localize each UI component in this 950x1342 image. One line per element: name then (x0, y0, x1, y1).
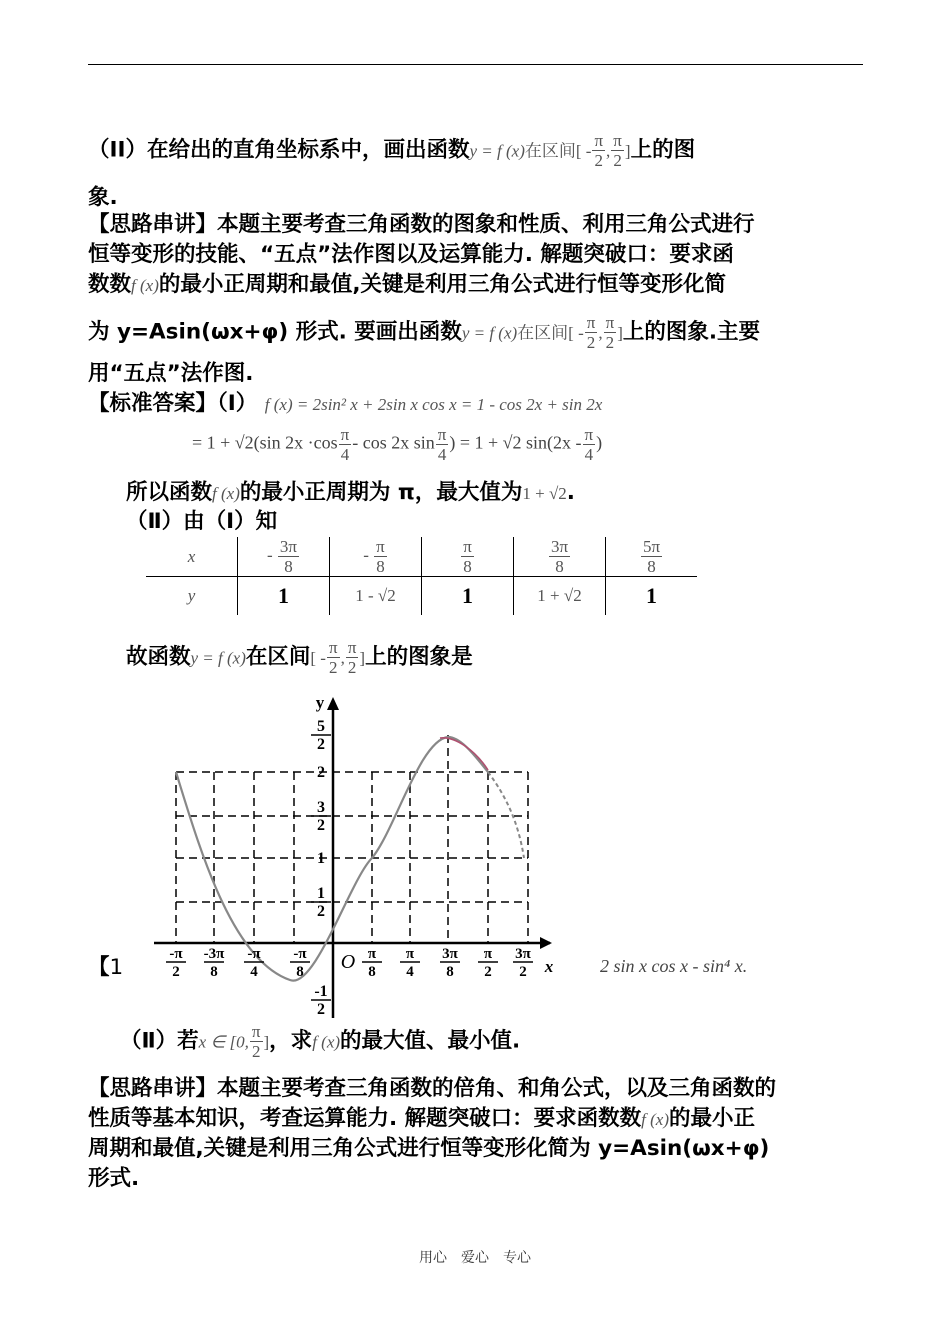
x-axis-arrow (540, 937, 552, 949)
fraction: $\frac{\pi}{2}$ (613, 131, 622, 170)
table-cell: - $\frac{\pi}{8}$ (330, 537, 422, 577)
analysis2-line-3: 周期和最值,关键是利用三角公式进行恒等变形化简为 y=Asin(ωx+φ) (88, 1136, 770, 1161)
answer-eq-2: = 1 + √2(sin 2x ·cos $\frac{\pi}{4}$ - cos 2x sin $\frac{\pi}{4}$ ) = 1 + √2 sin(2x - $\frac{\pi}{4}$ ) (192, 425, 603, 464)
table-cell: $\frac{3\pi}{8}$ (514, 537, 606, 577)
x-tick-label (400, 946, 420, 980)
svg-text:3π: 3π (515, 946, 531, 962)
svg-text:2: 2 (317, 764, 325, 781)
x-tick-label (440, 946, 460, 980)
question-part-2: （II）在给出的直角坐标系中，画出函数y = f (x)在区间[ - $\frac{\pi}{2}$ , $\frac{\pi}{2}$ ]上的图 (88, 131, 696, 170)
table-cell: 1 (422, 577, 514, 616)
analysis2-line-2: 性质等基本知识，考查运算能力. 解题突破口：要求函数数f (x)的最小正 (88, 1106, 756, 1131)
obscured-line-start: 【1 (88, 955, 124, 980)
table-cell: 1 + √2 (514, 577, 606, 616)
svg-text:1: 1 (317, 885, 325, 902)
svg-text:3π: 3π (442, 946, 458, 962)
graph-intro: 故函数y = f (x)在区间[ - $\frac{\pi}{2}$ , $\frac{\pi}{2}$ ]上的图象是 (126, 638, 473, 677)
analysis-line-5: 用“五点”法作图. (88, 361, 254, 386)
table-cell: 1 - √2 (330, 577, 422, 616)
svg-text:-π: -π (247, 946, 261, 962)
svg-text:1: 1 (317, 850, 325, 867)
table-row (146, 577, 697, 616)
analysis-line-4: 为 y=Asin(ωx+φ) 形式. 要画出函数y = f (x)在区间[ - $\frac{\pi}{2}$ , $\frac{\pi}{2}$ ]上的图象.主要 (88, 313, 761, 352)
period-statement: 所以函数f (x)的最小正周期为 π，最大值为1 + √2. (126, 480, 575, 505)
value-table (146, 537, 697, 615)
analysis-line-1: 【思路串讲】本题主要考查三角函数的图象和性质、利用三角公式进行 (88, 212, 755, 237)
answer-head: 【标准答案】（I） f (x) = 2sin² x + 2sin x cos x = 1 - cos 2x + sin 2x (88, 391, 603, 416)
svg-text:-π: -π (169, 946, 183, 962)
svg-text:-1: -1 (314, 983, 328, 1000)
svg-text:π: π (405, 946, 415, 962)
analysis2-line-4: 形式. (88, 1166, 140, 1191)
x-tick-label (478, 946, 498, 980)
svg-text:π: π (483, 946, 493, 962)
x-tick-label (290, 946, 310, 980)
analysis-line-2: 恒等变形的技能、“五点”法作图以及运算能力. 解题突破口：要求函 (88, 242, 734, 267)
svg-text:8: 8 (368, 964, 376, 980)
curve-dashed (488, 772, 524, 858)
svg-text:π: π (367, 946, 377, 962)
x-tick-label (513, 946, 533, 980)
table-cell: $\frac{5\pi}{8}$ (606, 537, 698, 577)
y-axis-arrow (327, 697, 339, 710)
question-part-2-cont: 象. (88, 185, 118, 210)
origin-label: O (340, 951, 356, 973)
x-tick-label (362, 946, 382, 980)
svg-text:-3π: -3π (203, 946, 225, 962)
svg-text:-π: -π (293, 946, 307, 962)
svg-text:2: 2 (317, 903, 325, 920)
svg-text:3: 3 (317, 799, 325, 816)
curve-peak-tint (440, 738, 488, 770)
svg-text:5: 5 (317, 718, 325, 735)
svg-text:4: 4 (250, 964, 258, 980)
table-cell: $\frac{\pi}{8}$ (422, 537, 514, 577)
svg-text:2: 2 (317, 736, 325, 753)
obscured-line-expr: 2 sin x cos x - sin⁴ x. (600, 956, 748, 976)
question-2b: （Ⅱ）若x ∈ [0, $\frac{\pi}{2}$ ]，求f (x)的最大值、最小值. (120, 1022, 521, 1061)
table-row (146, 537, 697, 577)
table-header-y: y (187, 586, 196, 605)
fraction: $\frac{\pi}{2}$ (594, 131, 604, 170)
y-tick-label (311, 799, 331, 834)
table-cell: 1 (606, 577, 698, 616)
y-tick-label (311, 885, 331, 920)
header-rule (88, 64, 863, 65)
x-tick-label (204, 946, 225, 980)
x-axis-label: x (544, 957, 554, 976)
table-cell: - $\frac{3\pi}{8}$ (238, 537, 330, 577)
svg-text:2: 2 (172, 964, 180, 980)
page-footer: 用心 爱心 专心 (419, 1250, 531, 1266)
y-tick-label (311, 718, 331, 753)
y-tick-label (317, 850, 325, 867)
svg-text:2: 2 (317, 1001, 325, 1018)
table-cell: 1 (238, 577, 330, 616)
table-header-x: x (146, 537, 238, 577)
svg-text:2: 2 (484, 964, 492, 980)
svg-text:8: 8 (210, 964, 218, 980)
from-part-1: （Ⅱ）由（Ⅰ）知 (126, 509, 278, 534)
y-tick-label (317, 764, 325, 781)
svg-text:8: 8 (446, 964, 454, 980)
x-tick-label (166, 946, 186, 980)
svg-text:8: 8 (296, 964, 304, 980)
svg-text:2: 2 (317, 817, 325, 834)
graph-grid (176, 735, 528, 943)
analysis-line-3: 数数f (x)的最小正周期和最值,关键是利用三角公式进行恒等变形化简 (88, 272, 727, 297)
svg-text:2: 2 (519, 964, 527, 980)
y-tick-label (311, 983, 331, 1018)
function-graph (110, 690, 570, 1030)
svg-text:4: 4 (406, 964, 414, 980)
y-axis-label: y (315, 693, 325, 712)
analysis2-line-1: 【思路串讲】本题主要考查三角函数的倍角、和角公式，以及三角函数的 (88, 1076, 777, 1101)
x-tick-label (244, 946, 264, 980)
